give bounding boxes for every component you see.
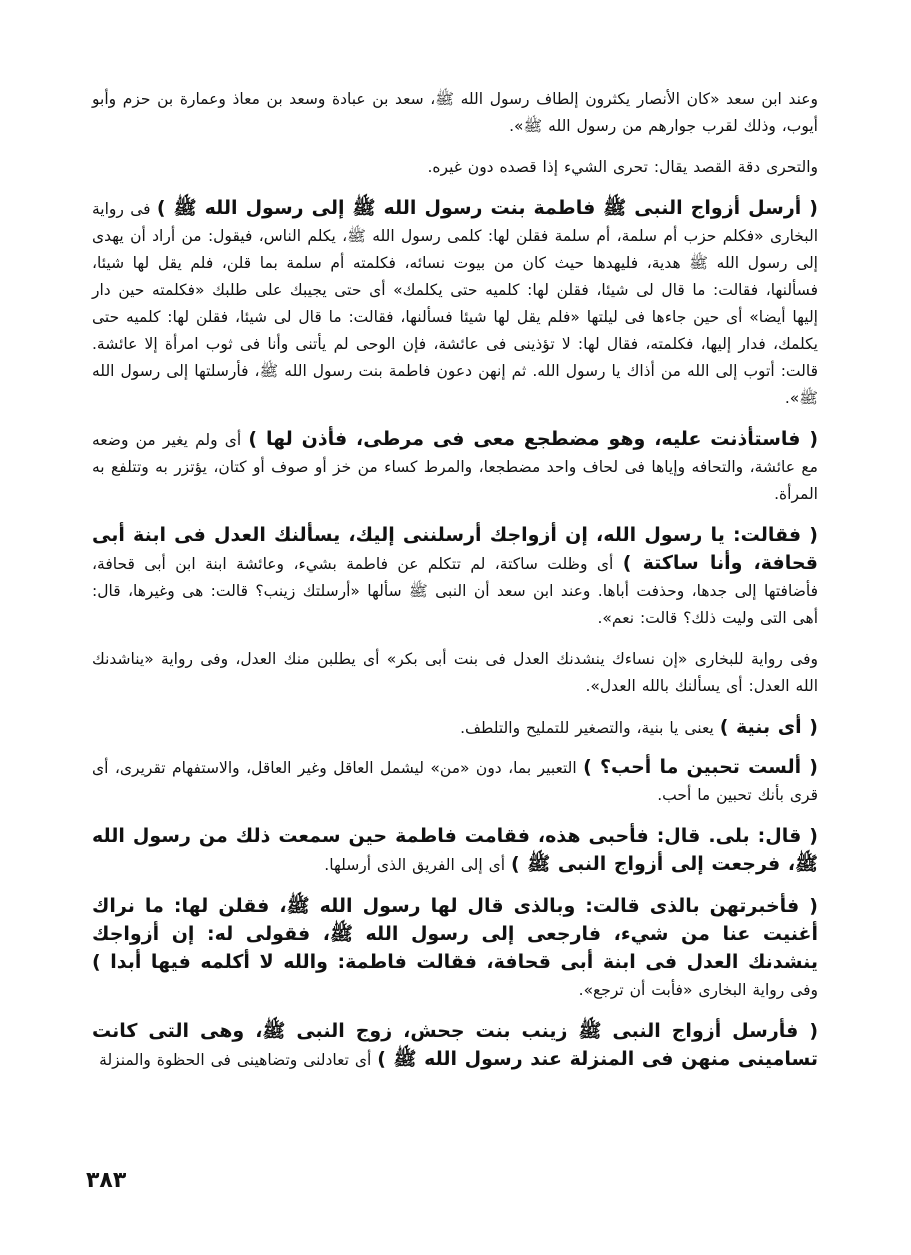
paragraph-istaadhanat bbox=[92, 426, 818, 508]
paragraph-zaynab bbox=[92, 1018, 818, 1074]
hadith-quote: ( ألست تحبين ما أحب؟ ) bbox=[583, 756, 818, 778]
hadith-quote: ( أرسل أزواج النبى ﷺ فاطمة بنت رسول الله ﷺ إلى رسول الله ﷺ ) bbox=[156, 197, 818, 219]
paragraph-text: وفى رواية للبخارى «إن نساءك ينشدنك العدل فى بنت أبى بكر» أى يطلبن منك العدل، وفى رواية «يناشدنك الله العدل: أى يسألنك بالله العدل». bbox=[92, 650, 818, 695]
paragraph-ay-bunayya bbox=[92, 714, 818, 742]
paragraph-alasti bbox=[92, 754, 818, 809]
commentary-text: التعبير بما، دون «من» ليشمل العاقل وغير العاقل، والاستفهام تقريرى، أى قرى بأنك تحبين ما أحب. bbox=[92, 759, 818, 804]
commentary-text: أى وظلت ساكتة، لم تتكلم عن فاطمة بشيء، وعائشة ابنة ابن أبى قحافة، فأضافتها إلى جدها، وحذفت أباها. وعند ابن سعد أن النبى ﷺ سألها «أرسلتك زينب؟ قالت: هى وغيرها، قال: أهى التى وليت ذلك؟ قالت: نعم». bbox=[92, 555, 818, 627]
paragraph-text: وعند ابن سعد «كان الأنصار يكثرون إلطاف رسول الله ﷺ، سعد بن عبادة وسعد بن معاذ وعمارة بن حزم وأبو أيوب، وذلك لقرب جوارهم من رسول الله ﷺ». bbox=[92, 90, 818, 135]
hadith-quote: ( فقالت: يا رسول الله، إن أزواجك أرسلننى إليك، يسألنك العدل فى ابنة أبى قحافة، وأنا ساكتة ) bbox=[92, 524, 818, 574]
paragraph-arsal-azwaj bbox=[92, 195, 818, 412]
page-number: ٣٨٣ bbox=[86, 1168, 127, 1193]
paragraph-riwaya-bukhari bbox=[92, 646, 818, 700]
paragraph-ibn-saad bbox=[92, 86, 818, 140]
commentary-text: يعنى يا بنية، والتصغير للتمليح والتلطف. bbox=[460, 719, 720, 737]
commentary-text: وفى رواية البخارى «فأبت أن ترجع». bbox=[578, 981, 818, 999]
commentary-text: فى رواية البخارى «فكلم حزب أم سلمة، أم سلمة فقلن لها: كلمى رسول الله ﷺ، يكلم الناس، فيقول: من أراد أن يهدى إلى رسول الله ﷺ هدية، فليهدها حيث كان من بيوت نسائه، فكلمته أم سلمة بما قلن، فلم يقل لها شيئا، فسألنها، فقالت: ما قال لى شيئا، فقلن لها: كلميه حتى يكلمك» أى حتى يجيبك على طلبك «فكلمته حين دار إليها أيضا» أى حين جاءها فى ليلتها «فلم يقل لها شيئا فسألنها، فقالت: ما قال لى شيئا، فقلن لها: كلميه حتى يكلمك، فدار إليها، فكلمته، فقال لها: لا تؤذينى فى عائشة، فإن الوحى لم يأتنى وأنا فى ثوب امرأة إلا عائشة. قالت: أتوب إلى الله من أذاك يا رسول الله. ثم إنهن دعون فاطمة بنت رسول الله ﷺ، فأرسلتها إلى رسول الله ﷺ». bbox=[92, 200, 818, 407]
hadith-quote: ( فاستأذنت عليه، وهو مضطجع معى فى مرطى، فأذن لها ) bbox=[248, 428, 818, 450]
paragraph-taharri bbox=[92, 154, 818, 181]
paragraph-akhbarat bbox=[92, 893, 818, 1004]
paragraph-faqalat bbox=[92, 522, 818, 632]
hadith-quote: ( فأرسل أزواج النبى ﷺ زينب بنت جحش، زوج النبى ﷺ، وهى التى كانت تسامينى منهن فى المنزلة عند رسول الله ﷺ ) bbox=[92, 1020, 818, 1070]
page-body bbox=[92, 86, 818, 1088]
hadith-quote: ( أى بنية ) bbox=[719, 716, 818, 738]
paragraph-bala bbox=[92, 823, 818, 879]
hadith-quote: ( فأخبرتهن بالذى قالت: وبالذى قال لها رسول الله ﷺ، فقلن لها: ما نراك أغنيت عنا من شيء، فارجعى إلى رسول الله ﷺ، فقولى له: إن أزواجك ينشدنك العدل فى ابنة أبى قحافة، فقالت فاطمة: والله لا أكلمه فيها أبدا ) bbox=[92, 895, 818, 973]
hadith-quote: ( قال: بلى. قال: فأحبى هذه، فقامت فاطمة حين سمعت ذلك من رسول الله ﷺ، فرجعت إلى أزواج النبى ﷺ ) bbox=[92, 825, 818, 875]
commentary-text: أى ولم يغير من وضعه مع عائشة، والتحافه وإياها فى لحاف واحد مضطجعا، والمرط كساء من خز أو صوف أو كتان، يؤتزر به وتتلفع به المرأة. bbox=[92, 431, 818, 503]
paragraph-text: والتحرى دقة القصد يقال: تحرى الشيء إذا قصده دون غيره. bbox=[427, 158, 818, 176]
commentary-text: أى إلى الفريق الذى أرسلها. bbox=[324, 856, 511, 874]
commentary-text: أى تعادلنى وتضاهينى فى الحظوة والمنزلة bbox=[99, 1051, 378, 1069]
